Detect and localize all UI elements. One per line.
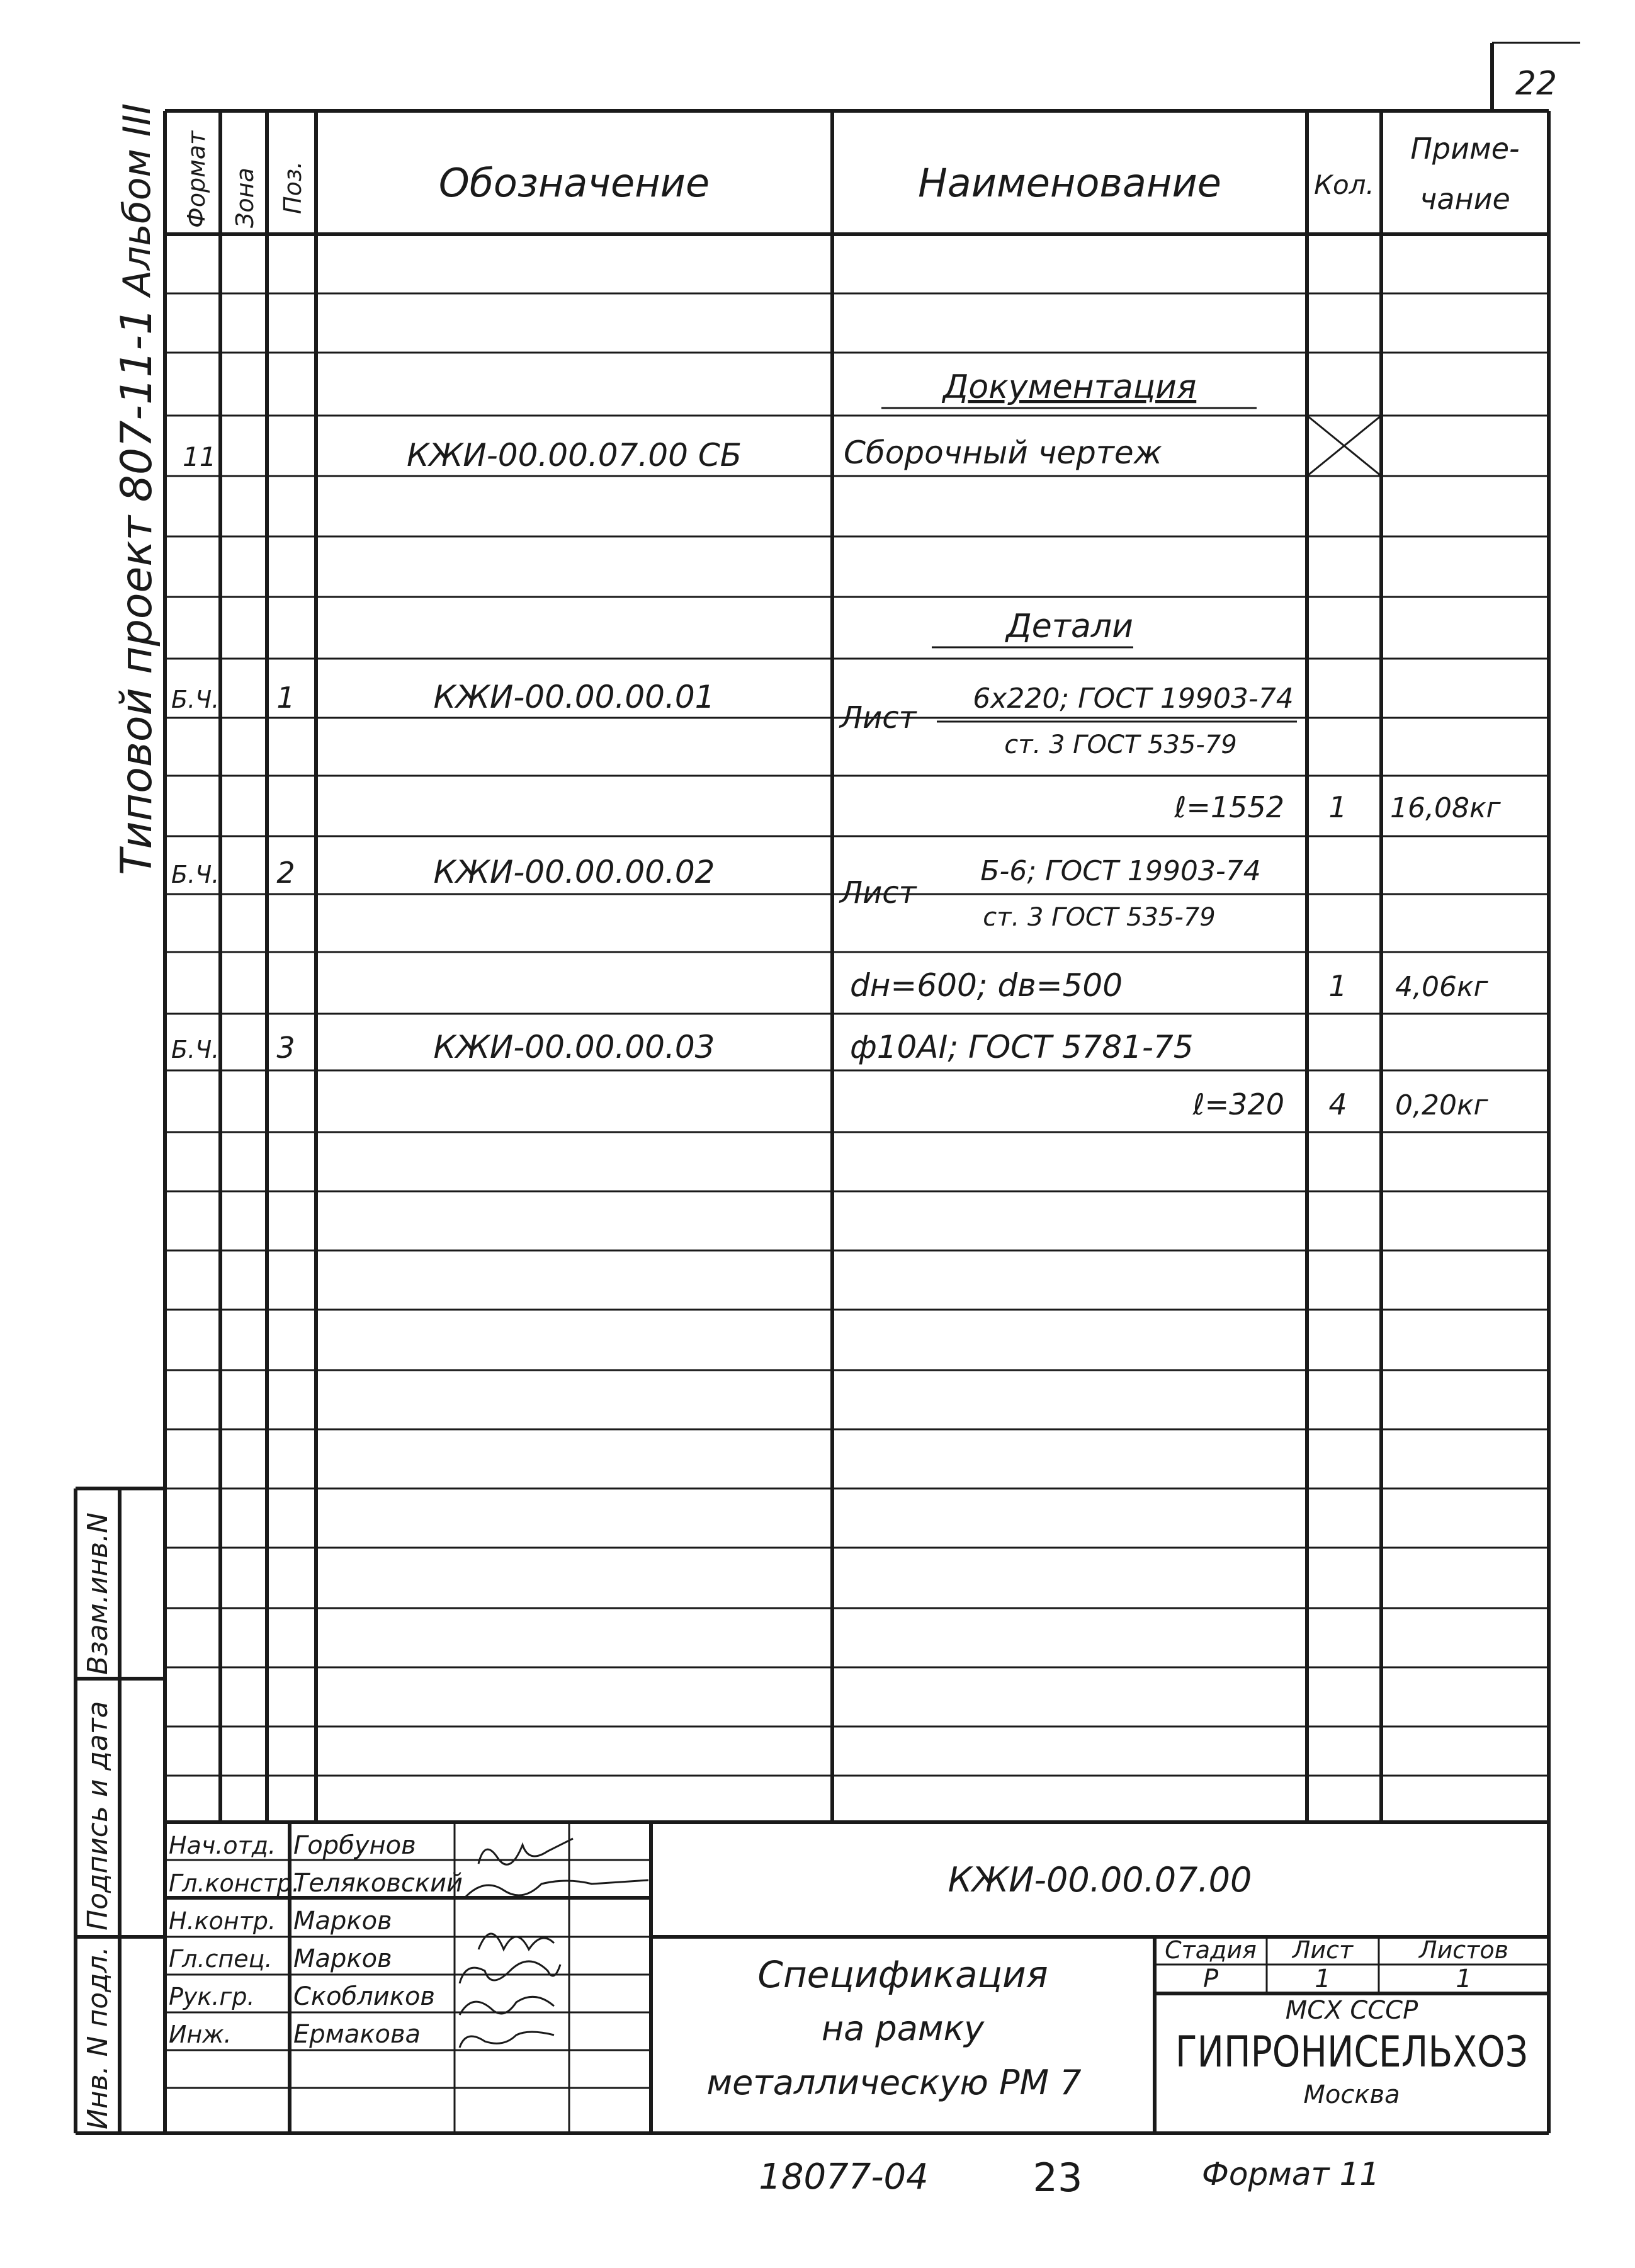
- sheet-value: 1: [1315, 1965, 1331, 1993]
- header-name: Наименование: [918, 160, 1221, 206]
- row-note: 0,20кг: [1395, 1089, 1488, 1121]
- row-note: 4,06кг: [1395, 971, 1488, 1003]
- row-designation: КЖИ-00.00.00.03: [433, 1029, 715, 1065]
- stage-value: Р: [1202, 1965, 1219, 1993]
- row-format: Б.Ч.: [171, 686, 220, 713]
- sheets-value: 1: [1456, 1965, 1472, 1993]
- staff-name: Теляковский: [293, 1869, 463, 1898]
- signatures: [460, 1839, 648, 2048]
- sheet-label: Лист: [1292, 1936, 1354, 1964]
- staff-role: Инж.: [169, 2021, 232, 2048]
- main-frame: [76, 43, 1580, 2133]
- row-position: 1: [276, 681, 295, 715]
- staff-role: Гл.спец.: [169, 1945, 273, 1973]
- row-name-numerator: 6х220; ГОСТ 19903-74: [973, 683, 1294, 715]
- stamp-inv-original: Инв. N подл.: [82, 1946, 114, 2129]
- project-text: Типовой проект 807-11-1: [112, 307, 162, 875]
- stamp-inv-replacement: Взам.инв.N: [82, 1512, 114, 1675]
- row-quantity: 1: [1328, 969, 1347, 1003]
- row-format: Б.Ч.: [171, 861, 220, 888]
- archive-number: 18077-04: [759, 2157, 929, 2197]
- row-designation: КЖИ-00.00.00.01: [433, 679, 715, 715]
- row-position: 3: [276, 1031, 295, 1065]
- section-documentation: Документация: [942, 368, 1197, 406]
- row-name: ℓ=1552: [1174, 790, 1284, 824]
- quantity-cross: [1307, 416, 1381, 476]
- staff-role: Нач.отд.: [169, 1832, 276, 1859]
- header-note-line2: чание: [1420, 182, 1510, 216]
- page-number: 23: [1032, 2155, 1083, 2201]
- ministry: МСХ СССР: [1285, 1996, 1418, 2025]
- row-name-denominator: ст. 3 ГОСТ 535-79: [983, 903, 1216, 932]
- row-name-numerator: Б-6; ГОСТ 19903-74: [980, 855, 1261, 887]
- row-name-denominator: ст. 3 ГОСТ 535-79: [1004, 730, 1237, 759]
- row-name-prefix: Лист: [840, 875, 917, 910]
- document-title-line1: Спецификация: [757, 1953, 1048, 1996]
- staff-role: Н.контр.: [169, 1907, 276, 1935]
- row-quantity: 1: [1328, 790, 1347, 824]
- album-label: [115, 103, 159, 298]
- row-quantity: 4: [1328, 1087, 1347, 1121]
- signature: [460, 2032, 554, 2048]
- signature: [460, 1961, 560, 1983]
- sheets-label: Листов: [1419, 1936, 1508, 1964]
- document-code: КЖИ-00.00.07.00: [948, 1860, 1252, 1900]
- row-format: Б.Ч.: [171, 1036, 220, 1063]
- section-details: Детали: [1006, 608, 1133, 645]
- table-header: [183, 130, 1520, 228]
- header-note-line1: Приме-: [1410, 132, 1520, 166]
- staff-name: Марков: [293, 1944, 392, 1973]
- header-designation: Обозначение: [438, 160, 710, 206]
- stage-label: Стадия: [1165, 1936, 1257, 1964]
- row-name: Сборочный чертеж: [844, 434, 1162, 471]
- staff-role: Рук.гр.: [169, 1983, 255, 2010]
- staff-table: [169, 1831, 463, 2049]
- organization-name: ГИПРОНИСЕЛЬХОЗ: [1175, 2027, 1528, 2077]
- document-title-line2: на рамку: [821, 2009, 985, 2048]
- header-zone: Зона: [231, 167, 259, 228]
- staff-name: Ермакова: [293, 2020, 421, 2049]
- staff-name: Горбунов: [293, 1831, 416, 1860]
- row-note: 16,08кг: [1390, 792, 1501, 824]
- header-format: Формат: [183, 130, 210, 228]
- row-designation: КЖИ-00.00.00.02: [433, 854, 715, 890]
- row-name-prefix: Лист: [840, 700, 917, 735]
- city: Москва: [1303, 2080, 1400, 2109]
- row-name: dн=600; dв=500: [850, 967, 1123, 1004]
- sheet-number: 22: [1515, 65, 1558, 103]
- staff-name: Скобликов: [293, 1982, 435, 2011]
- header-position: Поз.: [279, 161, 307, 214]
- row-designation: КЖИ-00.00.07.00 СБ: [406, 437, 742, 473]
- project-label: [112, 308, 162, 875]
- staff-name: Марков: [293, 1907, 392, 1936]
- document-title-line3: металлическую РМ 7: [706, 2063, 1082, 2102]
- staff-role: Гл.констр.: [169, 1869, 300, 1897]
- stamp-signature-date: Подпись и дата: [82, 1701, 114, 1931]
- spec-table-grid: [165, 111, 1549, 1822]
- row-format: 11: [183, 441, 217, 472]
- spec-table-body: [171, 368, 1502, 1121]
- header-quantity: Кол.: [1314, 169, 1374, 200]
- row-name: ф10АI; ГОСТ 5781-75: [850, 1029, 1194, 1065]
- format-footer: Формат 11: [1201, 2156, 1380, 2192]
- row-name: ℓ=320: [1192, 1087, 1284, 1121]
- row-position: 2: [276, 856, 295, 890]
- album-text: Альбом III: [115, 103, 159, 296]
- signature: [466, 1880, 648, 1897]
